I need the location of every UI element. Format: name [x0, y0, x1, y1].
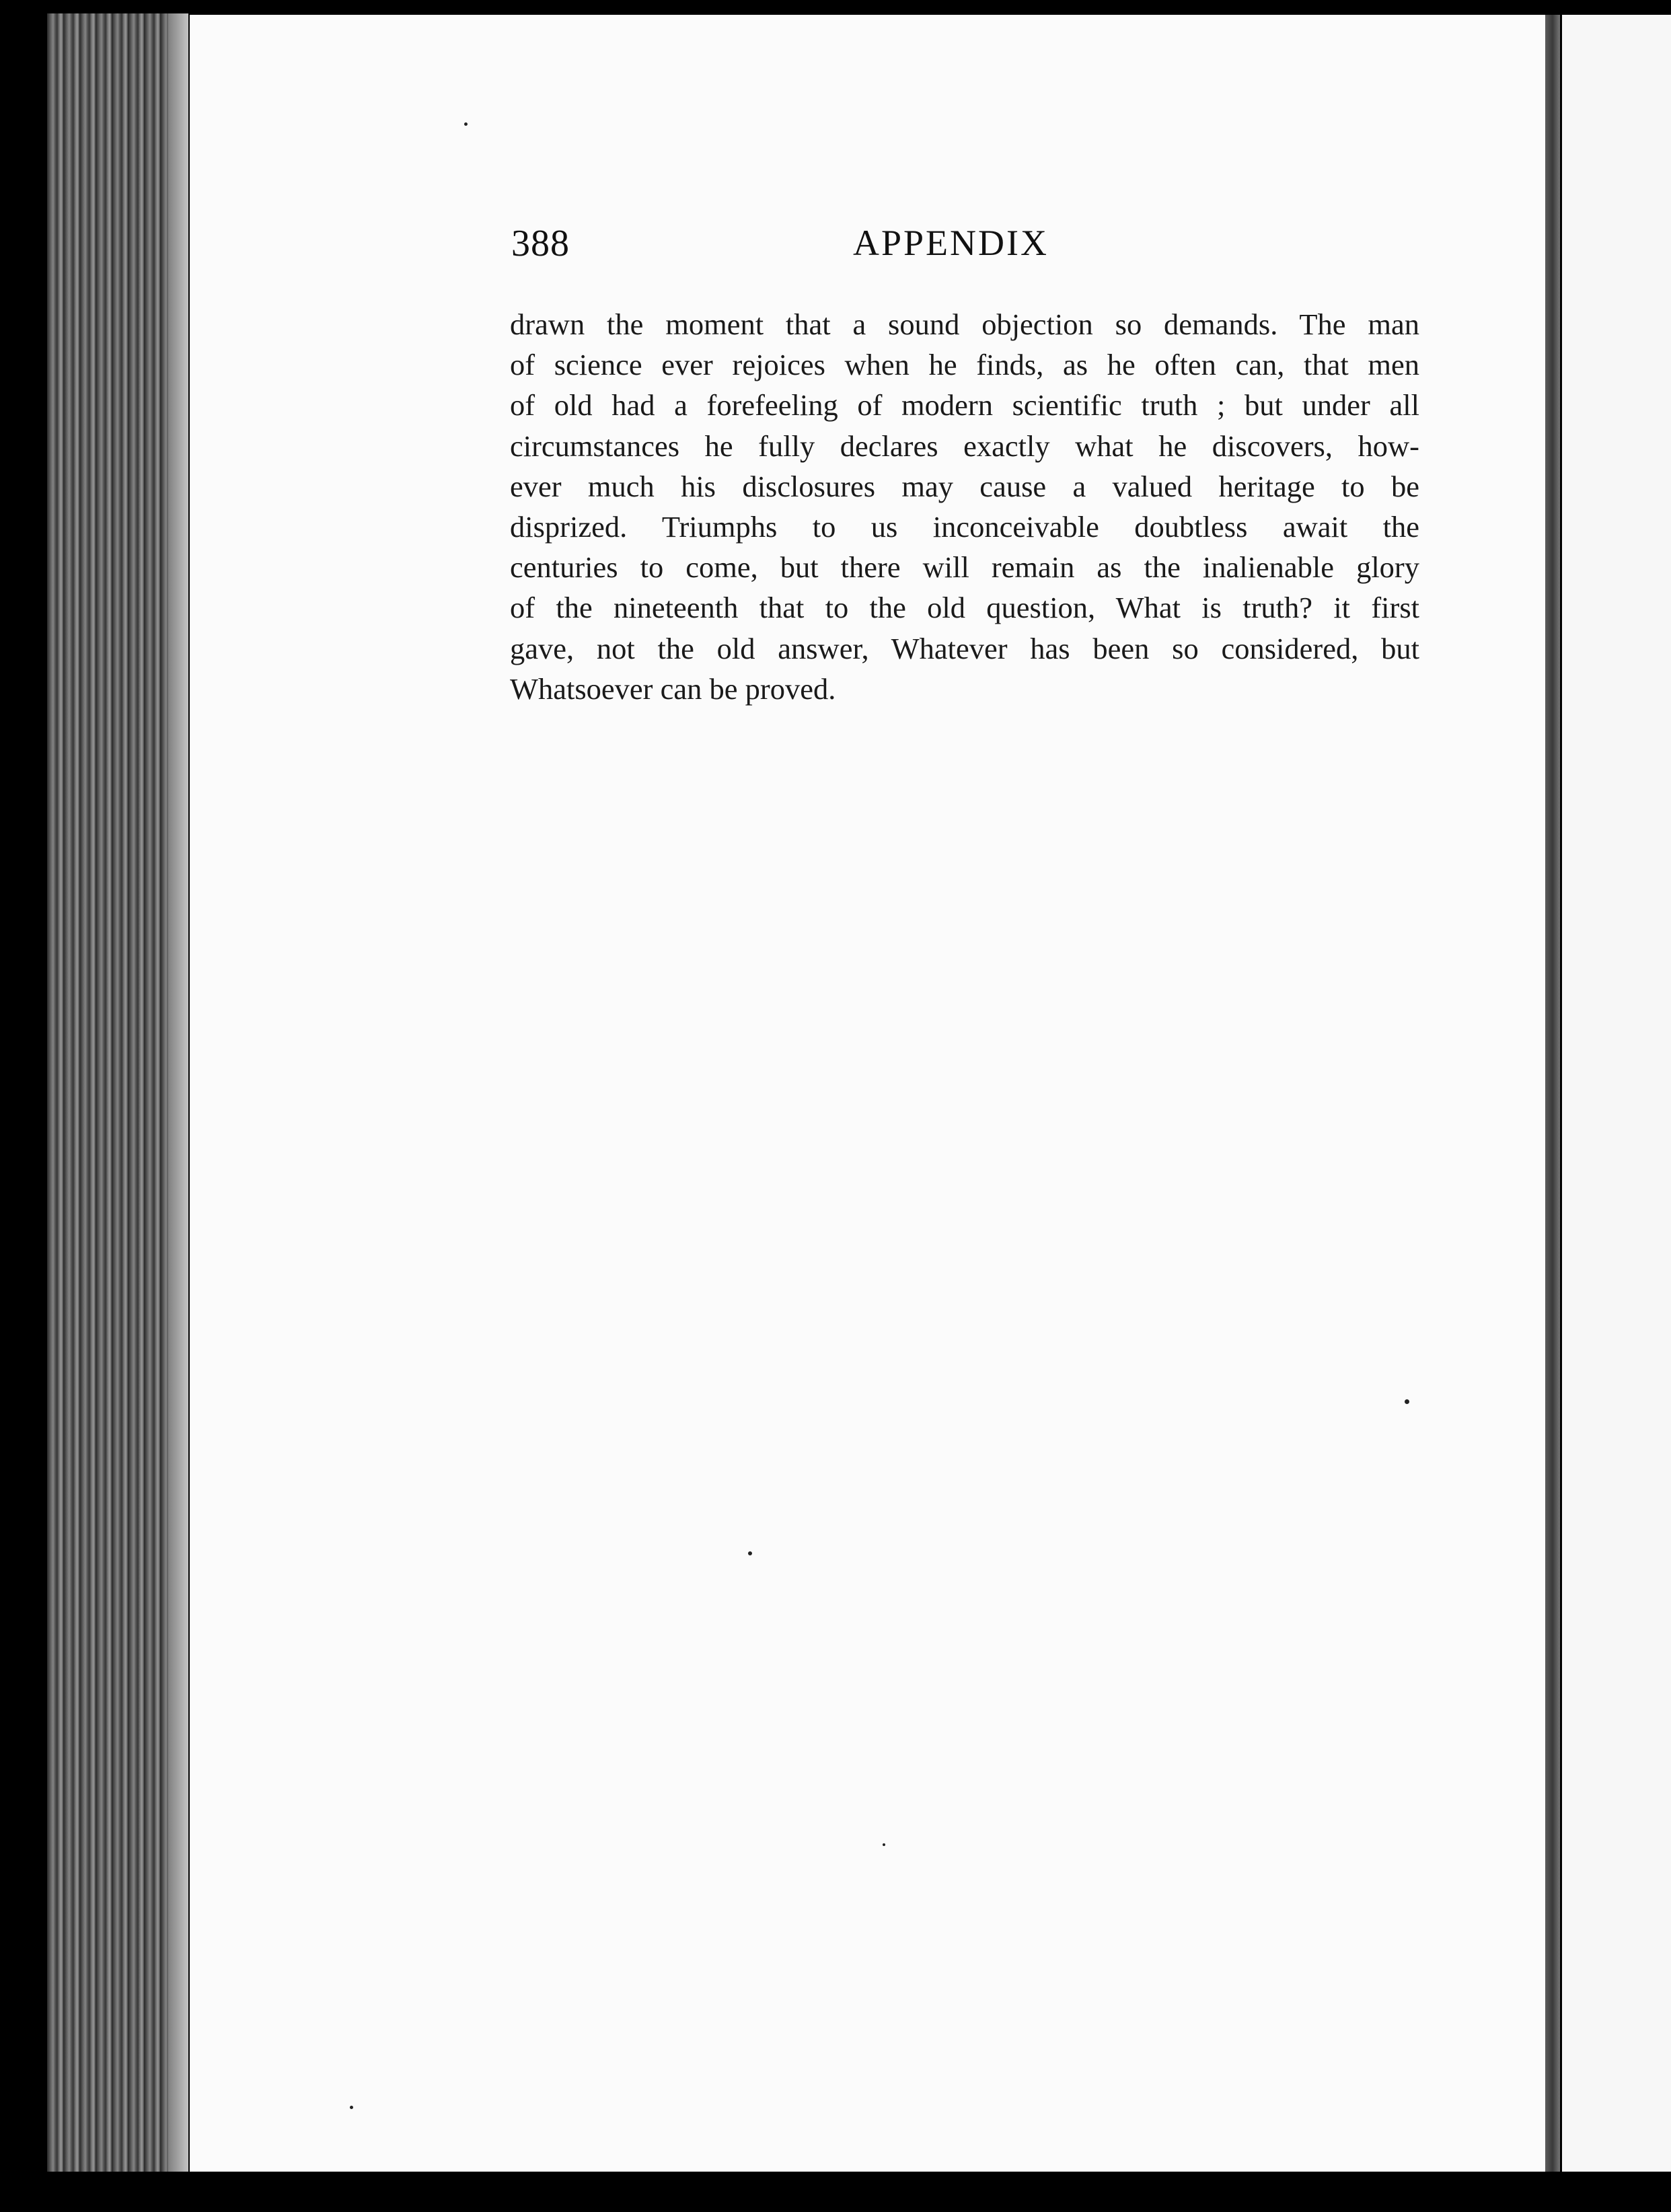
- page-header: [511, 222, 1419, 276]
- text-line: centuries to come, but there will remain as the inalienable glory: [510, 550, 1419, 585]
- book-gutter: [1545, 15, 1560, 2176]
- page-number: 388: [511, 223, 570, 264]
- text-line: ever much his disclosures may cause a valued heritage to be: [510, 469, 1419, 503]
- scan-speck: [1405, 1399, 1409, 1404]
- body-paragraph: [510, 304, 1419, 709]
- scan-speck: [748, 1551, 752, 1555]
- text-line: gave, not the old answer, Whatever has been so considered, but: [510, 631, 1419, 665]
- text-line: disprized. Triumphs to us inconceivable doubtless await the: [510, 510, 1419, 544]
- text-line: of old had a forefeeling of modern scientific truth ; but under all: [510, 388, 1419, 422]
- text-line: of the nineteenth that to the old question, What is truth? it first: [510, 591, 1419, 625]
- text-line: of science ever rejoices when he finds, as he often can, that men: [510, 348, 1419, 382]
- running-head: APPENDIX: [853, 223, 1049, 263]
- scan-border: [0, 2172, 1671, 2212]
- scan-speck: [350, 2106, 353, 2109]
- book-page-edges: [47, 13, 188, 2193]
- scan-speck: [883, 1843, 885, 1846]
- text-line: drawn the moment that a sound objection so demands. The man: [510, 307, 1419, 341]
- facing-page: [1562, 15, 1671, 2176]
- text-line: Whatsoever can be proved.: [510, 671, 836, 706]
- text-line: circumstances he fully declares exactly what he discovers, how-: [510, 429, 1419, 463]
- scan-speck: [464, 122, 468, 126]
